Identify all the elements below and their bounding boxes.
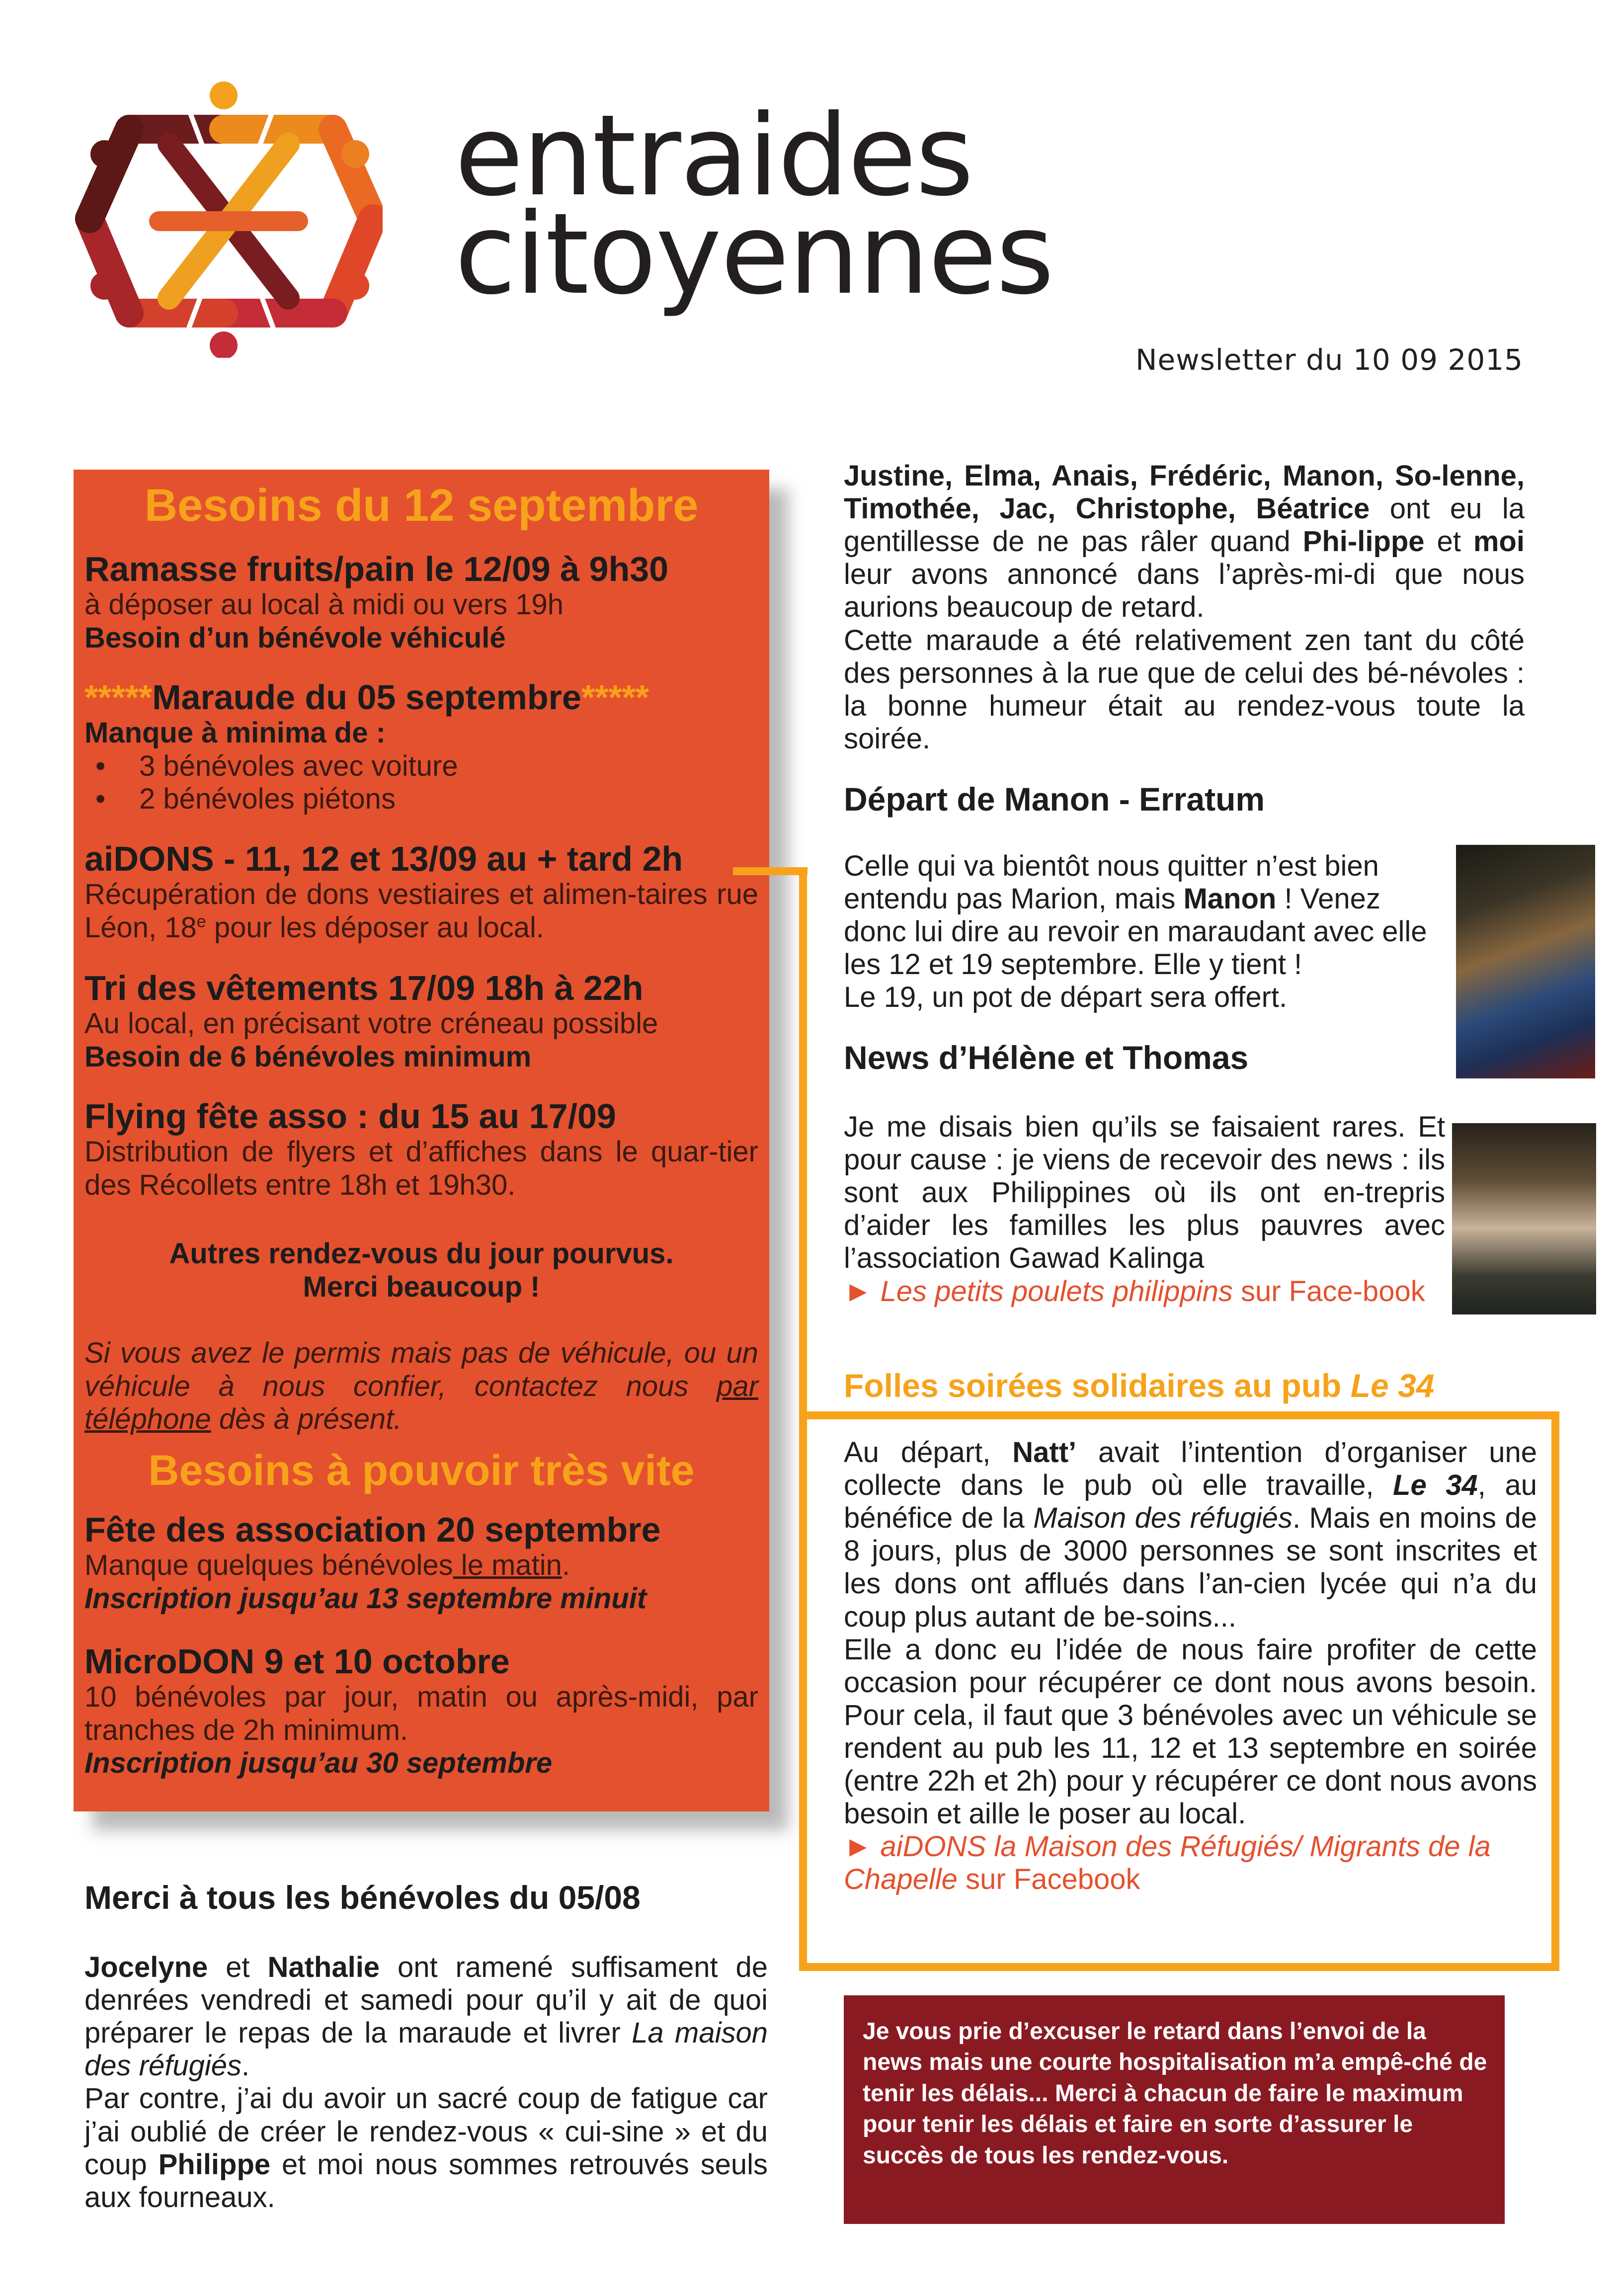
- merci-title: Merci à tous les bénévoles du 05/08: [84, 1879, 641, 1916]
- brand-line2: citoyennes: [455, 189, 1053, 320]
- folles-title: Folles soirées solidaires au pub Le 34: [844, 1367, 1435, 1404]
- arrow-icon: ►: [844, 1830, 873, 1863]
- newsletter-date: Newsletter du 10 09 2015: [1135, 343, 1524, 377]
- ramasse-need: Besoin d’un bénévole véhiculé: [84, 621, 506, 654]
- fete-title: Fête des association 20 septembre: [84, 1510, 661, 1549]
- note-text: Je vous prie d’excuser le retard dans l’envoi de la news mais une courte hospitalisation m’a empê-ché de tenir les délais... Merci à chacun de faire le maximum pour tenir les délais et faire en sorte d’assurer le succès de tous les rendez-vous.: [863, 2018, 1487, 2169]
- autres-line2: Merci beaucoup !: [303, 1270, 540, 1303]
- right-top-p2: Cette maraude a été relativement zen tant du côté des personnes à la rue que de celui des bé-névoles : la bonne humeur était au rendez-vous toute la soirée.: [844, 624, 1525, 755]
- stars-right: *****: [581, 678, 649, 717]
- news-link[interactable]: ► Les petits poulets philippins sur Face-book: [844, 1275, 1425, 1308]
- news-text: Je me disais bien qu’ils se faisaient rares. Et pour cause : je viens de recevoir des news : ils sont aux Philippines où ils ont en-trepris d’aider les familles les plus pauvres avec l’association Gawad Kalinga: [844, 1111, 1445, 1275]
- permis-section: [84, 1337, 758, 1436]
- frame-right: [1551, 1411, 1559, 1970]
- frame-top: [799, 1411, 1559, 1419]
- merci-section: [84, 1879, 768, 2214]
- aidons-text: Récupération de dons vestiaires et alimen-taires rue Léon, 18e pour les déposer au local.: [84, 878, 758, 944]
- depart-text: Celle qui va bientôt nous quitter n’est bien entendu pas Marion, mais Manon ! Venez donc lui dire au revoir en maraudant avec elle les 12 et 19 septembre. Elle y tient !: [844, 850, 1427, 981]
- flying-text: Distribution de flyers et d’affiches dans le quar-tier des Récollets entre 18h et 19h30.: [84, 1136, 758, 1201]
- tri-title: Tri des vêtements 17/09 18h à 22h: [84, 969, 644, 1007]
- permis-text: Si vous avez le permis mais pas de véhicule, ou un véhicule à nous confier, contactez nous par téléphone dès à présent.: [84, 1337, 758, 1436]
- ramasse-section: [84, 550, 758, 655]
- tri-need: Besoin de 6 bénévoles minimum: [84, 1040, 532, 1073]
- depart-text-2: Le 19, un pot de départ sera offert.: [844, 981, 1288, 1014]
- logo: [75, 80, 383, 358]
- besoins-title: Besoins du 12 septembre: [144, 480, 699, 531]
- depart-section: [844, 850, 1445, 1014]
- merci-p1: Jocelyne et Nathalie ont ramené suffisament de denrées vendredi et samedi pour qu’il y ait de quoi préparer le repas de la maraude et livrer La maison des réfugiés.: [84, 1951, 768, 2082]
- connector-h1: [733, 867, 808, 875]
- folles-section: [844, 1436, 1537, 1896]
- aidons-section: [84, 840, 758, 944]
- helene-thomas-photo: [1452, 1123, 1596, 1314]
- right-top-section: [844, 460, 1525, 755]
- folles-p2: Elle a donc eu l’idée de nous faire profiter de cette occasion pour récupérer ce dont nous avons besoin. Pour cela, il faut que 3 bénévoles avec un véhicule se rendent au pub les 11, 12 et 13 septembre en soirée (entre 22h et 2h) pour y récupérer ce dont nous avons besoin et aille le poser au local.: [844, 1633, 1537, 1830]
- news-title: News d’Hélène et Thomas: [844, 1039, 1249, 1076]
- fete-inscription: Inscription jusqu’au 13 septembre minuit: [84, 1582, 647, 1615]
- merci-p2: Par contre, j’ai du avoir un sacré coup de fatigue car j’ai oublié de créer le rendez-vous « cui-sine » et du coup Philippe et moi nous sommes retrouvés seuls aux fourneaux.: [84, 2082, 768, 2214]
- maraude-section: [84, 678, 758, 816]
- note-box: [844, 1995, 1505, 2224]
- list-item: • 3 bénévoles avec voiture: [84, 750, 758, 783]
- brand-line1: entraides: [455, 91, 973, 221]
- tri-text: Au local, en précisant votre créneau possible: [84, 1007, 658, 1040]
- brand-title: [455, 91, 1053, 320]
- ramasse-text: à déposer au local à midi ou vers 19h: [84, 588, 564, 621]
- micro-section: [84, 1642, 758, 1780]
- folles-p1: Au départ, Natt’ avait l’intention d’organiser une collecte dans le pub où elle travaille, Le 34, au bénéfice de la Maison des réfugiés. Mais en moins de 8 jours, plus de 3000 personnes se sont inscrites et les dons ont afflués dans l’an-cien lycée qui n’a du coup plus autant de be-soins...: [844, 1436, 1537, 1633]
- aidons-title: aiDONS - 11, 12 et 13/09 au + tard 2h: [84, 839, 683, 878]
- folles-link[interactable]: ► aiDONS la Maison des Réfugiés/ Migrants de la Chapelle sur Facebook: [844, 1830, 1491, 1896]
- micro-inscription: Inscription jusqu’au 30 septembre: [84, 1747, 553, 1780]
- ramasse-title: Ramasse fruits/pain le 12/09 à 9h30: [84, 550, 669, 588]
- arrow-icon: ►: [844, 1275, 873, 1308]
- stars-left: *****: [84, 678, 153, 717]
- frame-bottom: [845, 1963, 1559, 1971]
- manon-photo: [1456, 845, 1595, 1078]
- maraude-title: Maraude du 05 septembre: [152, 678, 581, 717]
- depart-title: Départ de Manon - Erratum: [844, 781, 1265, 818]
- right-top-p1: Justine, Elma, Anais, Frédéric, Manon, So-lenne, Timothée, Jac, Christophe, Béatrice ont eu la gentillesse de ne pas râler quand Phi-lippe et moi leur avons annoncé dans l’après-mi-di que nous aurions beaucoup de retard.: [844, 460, 1525, 624]
- micro-text: 10 bénévoles par jour, matin ou après-midi, par tranches de 2h minimum.: [84, 1681, 758, 1746]
- autres-section: [84, 1237, 758, 1304]
- fete-text: Manque quelques bénévoles le matin.: [84, 1549, 570, 1581]
- flying-section: [84, 1097, 758, 1202]
- phone-link[interactable]: par téléphone: [84, 1370, 758, 1436]
- micro-title: MicroDON 9 et 10 octobre: [84, 1642, 510, 1681]
- logo-hexagon: [89, 82, 373, 358]
- flying-title: Flying fête asso : du 15 au 17/09: [84, 1097, 616, 1136]
- maraude-sub: Manque à minima de :: [84, 717, 386, 749]
- list-item: • 2 bénévoles piétons: [84, 783, 758, 816]
- besoins-title-2: Besoins à pouvoir très vite: [148, 1447, 695, 1494]
- news-section: [844, 1111, 1445, 1308]
- tri-section: [84, 969, 758, 1073]
- fete-section: [84, 1511, 758, 1615]
- autres-line1: Autres rendez-vous du jour pourvus.: [169, 1237, 674, 1270]
- besoins-box: [74, 470, 769, 1811]
